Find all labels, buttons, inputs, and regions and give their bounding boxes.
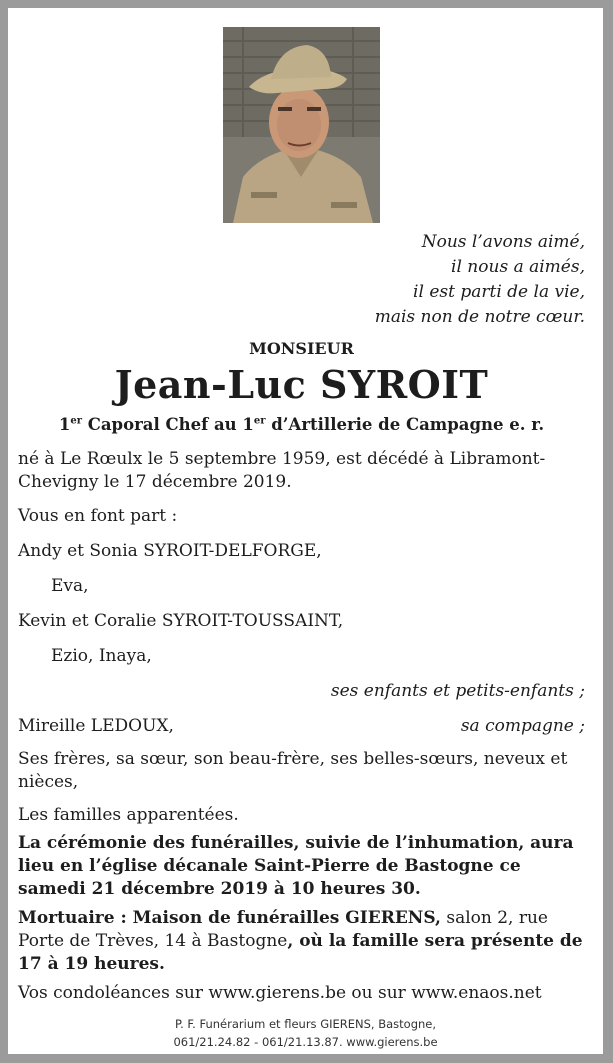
military-rank xyxy=(18,415,585,434)
obituary-card xyxy=(8,8,603,1054)
family-line: Andy et Sonia SYROIT-DELFORGE, xyxy=(18,541,322,561)
ceremony-info: La cérémonie des funérailles, suivie de l’inhumation, aura lieu en l’église décanale Saint-Pierre de Bastogne ce samedi 21 décembre 2019 à 10 heures 30. xyxy=(18,833,574,899)
mortuary-bold: Mortuaire : Maison de funérailles GIERENS, xyxy=(18,908,441,928)
rank-part: d’Artillerie de Campagne e. r. xyxy=(265,415,545,434)
poem-line: mais non de notre cœur. xyxy=(374,307,585,327)
footer-line: P. F. Funérarium et fleurs GIERENS, Bastogne, xyxy=(174,1017,437,1031)
partner-row xyxy=(18,715,585,738)
rank-part: Caporal Chef au 1 xyxy=(81,415,254,434)
rank-superscript: er xyxy=(253,415,266,427)
poem-line: Nous l’avons aimé, xyxy=(421,232,585,252)
condolences: Vos condoléances sur www.gierens.be ou sur www.enaos.net xyxy=(18,983,542,1003)
main-text xyxy=(18,448,585,1005)
mortuary-info xyxy=(18,907,585,976)
footer xyxy=(8,1015,603,1051)
relatives: Les familles apparentées. xyxy=(18,805,239,825)
family-line: Ezio, Inaya, xyxy=(51,646,152,666)
poem-line: il est parti de la vie, xyxy=(413,282,585,302)
deceased-name: Jean-Luc SYROIT xyxy=(114,362,489,407)
rank-superscript: er xyxy=(70,415,82,427)
family-line: Kevin et Coralie SYROIT-TOUSSAINT, xyxy=(18,611,344,631)
mortuary-hours: , où la famille sera présente de 17 à 19 heures. xyxy=(18,931,583,974)
rank-part: 1 xyxy=(58,415,71,434)
partner-name: Mireille LEDOUX, xyxy=(18,716,174,736)
siblings: Ses frères, sa sœur, son beau-frère, ses belles-sœurs, neveux et nièces, xyxy=(18,749,568,792)
footer-line: 061/21.24.82 - 061/21.13.87. www.gierens.be xyxy=(173,1035,438,1049)
children-label: ses enfants et petits-enfants ; xyxy=(330,681,585,701)
mortuary-address: salon 2, rue Porte de Trèves, 14 à Bastogne xyxy=(18,908,548,951)
announcement: Vous en font part : xyxy=(18,506,178,526)
family-line: Eva, xyxy=(51,576,89,596)
poem-line: il nous a aimés, xyxy=(451,257,585,277)
birth-death-info: né à Le Rœulx le 5 septembre 1959, est décédé à Libramont-Chevigny le 17 décembre 2019. xyxy=(18,449,546,492)
portrait-image xyxy=(223,27,380,223)
poem xyxy=(375,230,585,330)
partner-label: sa compagne ; xyxy=(460,716,585,736)
portrait-photo xyxy=(223,27,380,223)
honorific: MONSIEUR xyxy=(249,339,354,358)
